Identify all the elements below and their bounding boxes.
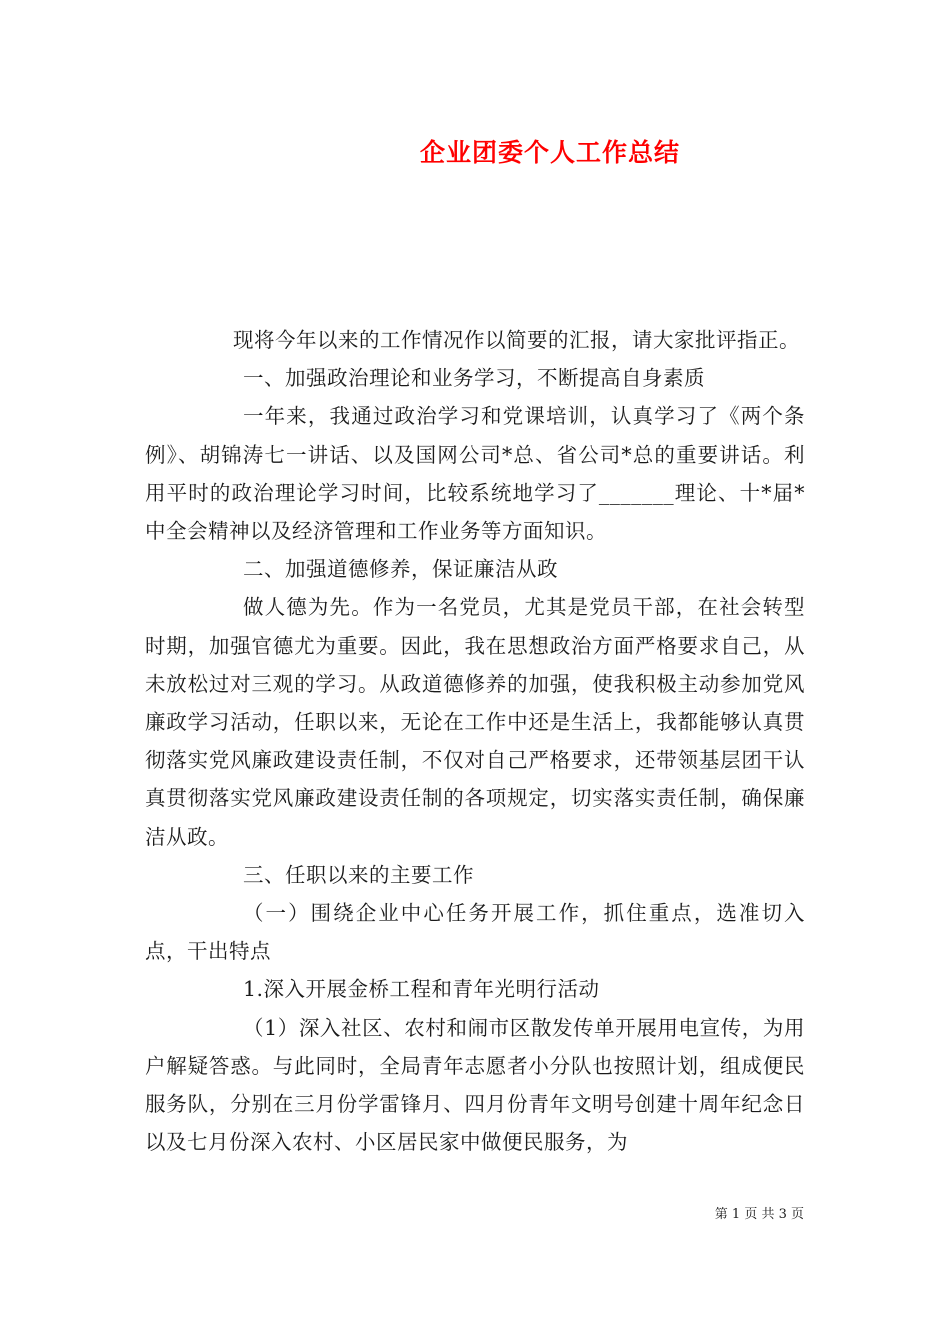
- page-footer: 第 1 页 共 3 页: [714, 1207, 804, 1222]
- paragraph-morality: 做人德为先。作为一名党员，尤其是党员干部，在社会转型时期，加强官德尤为重要。因此，我在思想政治方面严格要求自己，从未放松过对三观的学习。从政道德修养的加强，使我积极主动参加党风廉政学习活动，任职以来，无论在工作中还是生活上，我都能够认真贯彻落实党风廉政建设责任制，不仅对自己严格要求，还带领基层团干认真贯彻落实党风廉政建设责任制的各项规定，切实落实责任制，确保廉洁从政。: [145, 595, 805, 849]
- subheading-1-1: 1.深入开展金桥工程和青年光明行活动: [243, 977, 600, 1002]
- subheading-1: （一）围绕企业中心任务开展工作，抓住重点，选准切入点，干出特点: [145, 901, 805, 964]
- heading-section-2: 二、加强道德修养，保证廉洁从政: [243, 557, 558, 582]
- heading-section-3: 三、任职以来的主要工作: [243, 862, 474, 887]
- paragraph-study: 一年来，我通过政治学习和党课培训，认真学习了《两个条例》、胡锦涛七一讲话、以及国网公司*总、省公司*总的重要讲话。利用平时的政治理论学习时间，比较系统地学习了_______理论、十*届*中全会精神以及经济管理和工作业务等方面知识。: [145, 404, 805, 544]
- document-body: [145, 321, 805, 1161]
- document-title: 企业团委个人工作总结: [419, 138, 680, 167]
- paragraph-activity: （1）深入社区、农村和闹市区散发传单开展用电宣传，为用户解疑答惑。与此同时，全局青年志愿者小分队也按照计划，组成便民服务队，分别在三月份学雷锋月、四月份青年文明号创建十周年纪念日以及七月份深入农村、小区居民家中做便民服务，为: [145, 1015, 805, 1155]
- paragraph-intro: 现将今年以来的工作情况作以简要的汇报，请大家批评指正。: [233, 328, 800, 352]
- heading-section-1: 一、加强政治理论和业务学习，不断提高自身素质: [243, 366, 705, 391]
